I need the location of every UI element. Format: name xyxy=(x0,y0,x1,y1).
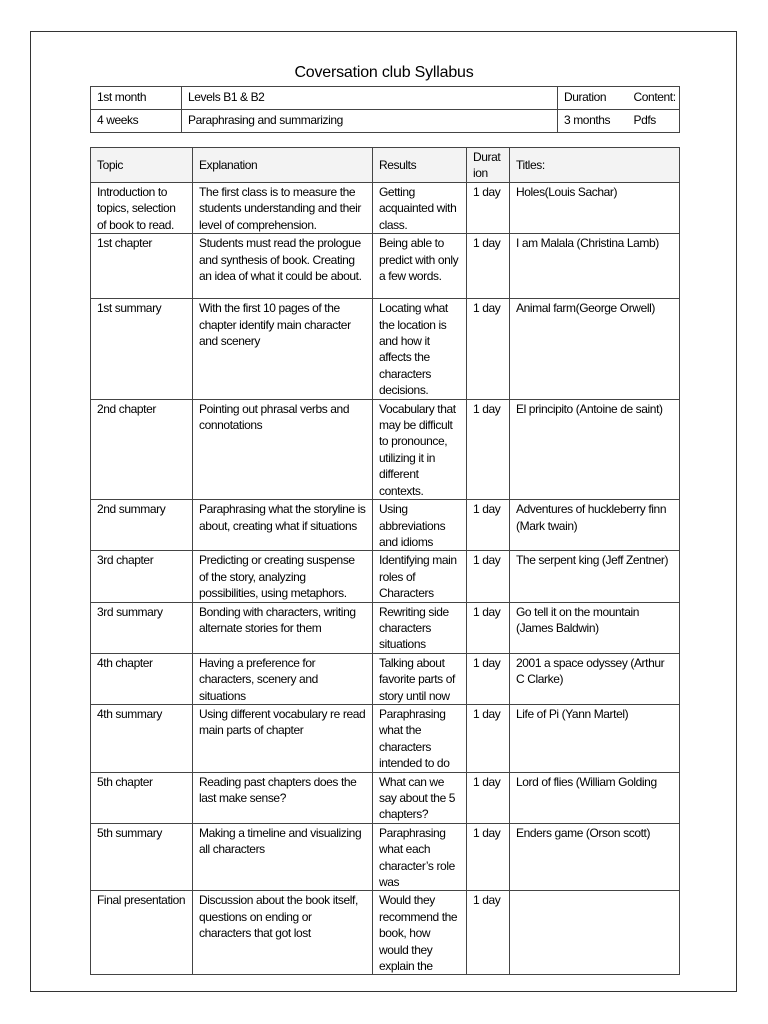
title-cell: The serpent king (Jeff Zentner) xyxy=(510,551,680,602)
header-results: Results xyxy=(373,148,467,183)
duration-cell: 1 day xyxy=(467,602,510,653)
results-cell: Being able to predict with only a few words. xyxy=(373,234,467,299)
header-explanation: Explanation xyxy=(193,148,373,183)
topic-cell: 4th chapter xyxy=(91,653,193,704)
summary-row xyxy=(91,87,680,110)
table-row xyxy=(91,891,680,975)
duration-cell: 1 day xyxy=(467,653,510,704)
summary-row xyxy=(91,110,680,133)
topic-cell: 5th summary xyxy=(91,823,193,891)
explanation-cell: Paraphrasing what the storyline is about, creating what if situations xyxy=(193,500,373,551)
explanation-cell: The first class is to measure the students understanding and their level of comprehension. xyxy=(193,183,373,234)
duration-cell: 1 day xyxy=(467,234,510,299)
table-row xyxy=(91,602,680,653)
summary-cell: Content: xyxy=(628,87,680,110)
explanation-cell: Making a timeline and visualizing all characters xyxy=(193,823,373,891)
table-row xyxy=(91,704,680,772)
results-cell: Vocabulary that may be difficult to pronounce, utilizing it in different contexts. xyxy=(373,399,467,499)
explanation-cell: Discussion about the book itself, questions on ending or characters that got lost xyxy=(193,891,373,975)
summary-cell: Paraphrasing and summarizing xyxy=(182,110,558,133)
header-duration: Durat ion xyxy=(467,148,510,183)
header-topic: Topic xyxy=(91,148,193,183)
title-cell: Adventures of huckleberry finn (Mark twain) xyxy=(510,500,680,551)
explanation-cell: Using different vocabulary re read main parts of chapter xyxy=(193,704,373,772)
explanation-cell: Reading past chapters does the last make sense? xyxy=(193,772,373,823)
topic-cell: 2nd summary xyxy=(91,500,193,551)
topic-cell: Introduction to topics, selection of book to read. xyxy=(91,183,193,234)
duration-cell: 1 day xyxy=(467,704,510,772)
title-cell: Life of Pi (Yann Martel) xyxy=(510,704,680,772)
table-row xyxy=(91,299,680,399)
topic-cell: 4th summary xyxy=(91,704,193,772)
course-summary-table xyxy=(90,86,680,133)
table-row xyxy=(91,551,680,602)
title-cell xyxy=(510,891,680,975)
document-title: Coversation club Syllabus xyxy=(294,64,474,81)
results-cell: Using abbreviations and idioms xyxy=(373,500,467,551)
explanation-cell: Pointing out phrasal verbs and connotations xyxy=(193,399,373,499)
summary-cell: Duration xyxy=(558,87,628,110)
results-cell: Would they recommend the book, how would they explain the xyxy=(373,891,467,975)
topic-cell: 3rd summary xyxy=(91,602,193,653)
table-row xyxy=(91,772,680,823)
results-cell: Rewriting side characters situations xyxy=(373,602,467,653)
duration-cell: 1 day xyxy=(467,823,510,891)
explanation-cell: Students must read the prologue and synthesis of book. Creating an idea of what it could be about. xyxy=(193,234,373,299)
topic-cell: 2nd chapter xyxy=(91,399,193,499)
table-header-row xyxy=(91,148,680,183)
duration-cell: 1 day xyxy=(467,891,510,975)
summary-cell: Levels B1 & B2 xyxy=(182,87,558,110)
results-cell: Talking about favorite parts of story until now xyxy=(373,653,467,704)
duration-cell: 1 day xyxy=(467,299,510,399)
duration-cell: 1 day xyxy=(467,500,510,551)
topic-cell: 1st summary xyxy=(91,299,193,399)
summary-cell: Pdfs xyxy=(628,110,680,133)
table-row xyxy=(91,234,680,299)
results-cell: What can we say about the 5 chapters? xyxy=(373,772,467,823)
topic-cell: 3rd chapter xyxy=(91,551,193,602)
results-cell: Paraphrasing what each character’s role was xyxy=(373,823,467,891)
title-cell: Go tell it on the mountain (James Baldwin) xyxy=(510,602,680,653)
table-row xyxy=(91,399,680,499)
title-cell: Animal farm(George Orwell) xyxy=(510,299,680,399)
duration-cell: 1 day xyxy=(467,772,510,823)
summary-cell: 3 months xyxy=(558,110,628,133)
summary-cell: 1st month xyxy=(91,87,182,110)
explanation-cell: With the first 10 pages of the chapter identify main character and scenery xyxy=(193,299,373,399)
table-row xyxy=(91,183,680,234)
title-cell: Lord of flies (William Golding xyxy=(510,772,680,823)
topic-cell: Final presentation xyxy=(91,891,193,975)
results-cell: Identifying main roles of Characters xyxy=(373,551,467,602)
results-cell: Getting acquainted with class. xyxy=(373,183,467,234)
explanation-cell: Predicting or creating suspense of the story, analyzing possibilities, using metaphors. xyxy=(193,551,373,602)
header-titles: Titles: xyxy=(510,148,680,183)
explanation-cell: Having a preference for characters, scenery and situations xyxy=(193,653,373,704)
results-cell: Locating what the location is and how it affects the characters decisions. xyxy=(373,299,467,399)
explanation-cell: Bonding with characters, writing alternate stories for them xyxy=(193,602,373,653)
summary-cell: 4 weeks xyxy=(91,110,182,133)
topic-cell: 1st chapter xyxy=(91,234,193,299)
title-cell: I am Malala (Christina Lamb) xyxy=(510,234,680,299)
title-cell: Enders game (Orson scott) xyxy=(510,823,680,891)
duration-cell: 1 day xyxy=(467,551,510,602)
table-row xyxy=(91,500,680,551)
topic-cell: 5th chapter xyxy=(91,772,193,823)
results-cell: Paraphrasing what the characters intended to do xyxy=(373,704,467,772)
title-cell: 2001 a space odyssey (Arthur C Clarke) xyxy=(510,653,680,704)
duration-cell: 1 day xyxy=(467,399,510,499)
duration-cell: 1 day xyxy=(467,183,510,234)
title-cell: El principito (Antoine de saint) xyxy=(510,399,680,499)
table-row xyxy=(91,653,680,704)
table-row xyxy=(91,823,680,891)
syllabus-table xyxy=(90,147,680,975)
title-cell: Holes(Louis Sachar) xyxy=(510,183,680,234)
